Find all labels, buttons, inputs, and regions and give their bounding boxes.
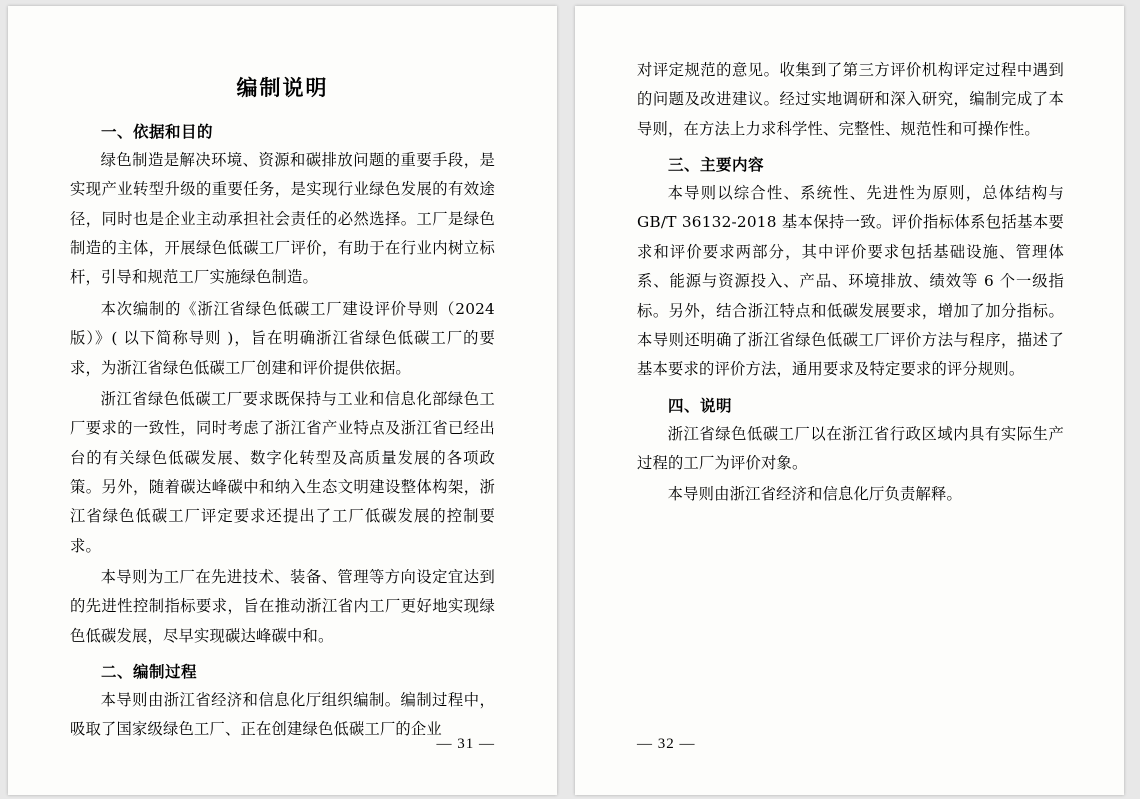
page-title: 编制说明 [236, 75, 329, 100]
paragraph: 浙江省绿色低碳工厂要求既保持与工业和信息化部绿色工厂要求的一致性，同时考虑了浙江省产业特点及浙江省已经出台的有关绿色低碳发展、数字化转型及高质量发展的各项政策。另外，随着碳达峰碳中和纳入生态文明建设整体构架，浙江省绿色低碳工厂评定要求还提出了工厂低碳发展的控制要求。 [70, 389, 495, 555]
section-heading: 三、主要内容 [668, 155, 765, 175]
paragraph: 绿色制造是解决环境、资源和碳排放问题的重要手段，是实现产业转型升级的重要任务，是实现行业绿色发展的有效途径，同时也是企业主动承担社会责任的必然选择。工厂是绿色制造的主体，开展绿色低碳工厂评价，有助于在行业内树立标杆，引导和规范工厂实施绿色制造。 [70, 151, 495, 287]
section-heading: 二、编制过程 [101, 662, 198, 682]
paragraph: 本次编制的《浙江省绿色低碳工厂建设评价导则（2024版）》( 以下简称导则 )，旨在明确浙江省绿色低碳工厂的要求，为浙江省绿色低碳工厂创建和评价提供依据。 [70, 299, 495, 377]
section-explanation [637, 394, 1064, 510]
page-number: — 31 — [436, 736, 495, 752]
paragraph: 本导则以综合性、系统性、先进性为原则，总体结构与GB/T 36132-2018 基本保持一致。评价指标体系包括基本要求和评价要求两部分，其中评价要求包括基础设施、管理体系、能源与资源投入、产品、环境排放、绩效等 6 个一级指标。另外，结合浙江特点和低碳发展要求，增加了加分指标。本导则还明确了浙江省绿色低碳工厂评价方法与程序，描述了基本要求的评价方法，通用要求及特定要求的评分规则。 [637, 184, 1064, 379]
paragraph: 本导则由浙江省经济和信息化厅负责解释。 [667, 485, 963, 504]
page-number: — 32 — [637, 736, 696, 752]
page-right [575, 6, 1124, 795]
paragraph: 浙江省绿色低碳工厂以在浙江省行政区域内具有实际生产过程的工厂为评价对象。 [637, 424, 1064, 472]
section-compilation-process [70, 660, 495, 745]
section-main-content [637, 153, 1064, 385]
section-heading: 四、说明 [668, 395, 733, 415]
section-heading: 一、依据和目的 [101, 122, 214, 141]
section-basis-and-purpose [70, 120, 495, 651]
paragraph: 本导则为工厂在先进技术、装备、管理等方向设定宜达到的先进性控制指标要求，旨在推动浙江省内工厂更好地实现绿色低碳发展，尽早实现碳达峰碳中和。 [70, 568, 495, 645]
paragraph-continuation: 对评定规范的意见。收集到了第三方评价机构评定过程中遇到的问题及改进建议。经过实地调研和深入研究，编制完成了本导则，在方法上力求科学性、完整性、规范性和可操作性。 [637, 61, 1064, 138]
page-left [8, 6, 557, 795]
paragraph: 本导则由浙江省经济和信息化厅组织编制。编制过程中，吸取了国家级绿色工厂、正在创建绿色低碳工厂的企业 [70, 691, 495, 739]
